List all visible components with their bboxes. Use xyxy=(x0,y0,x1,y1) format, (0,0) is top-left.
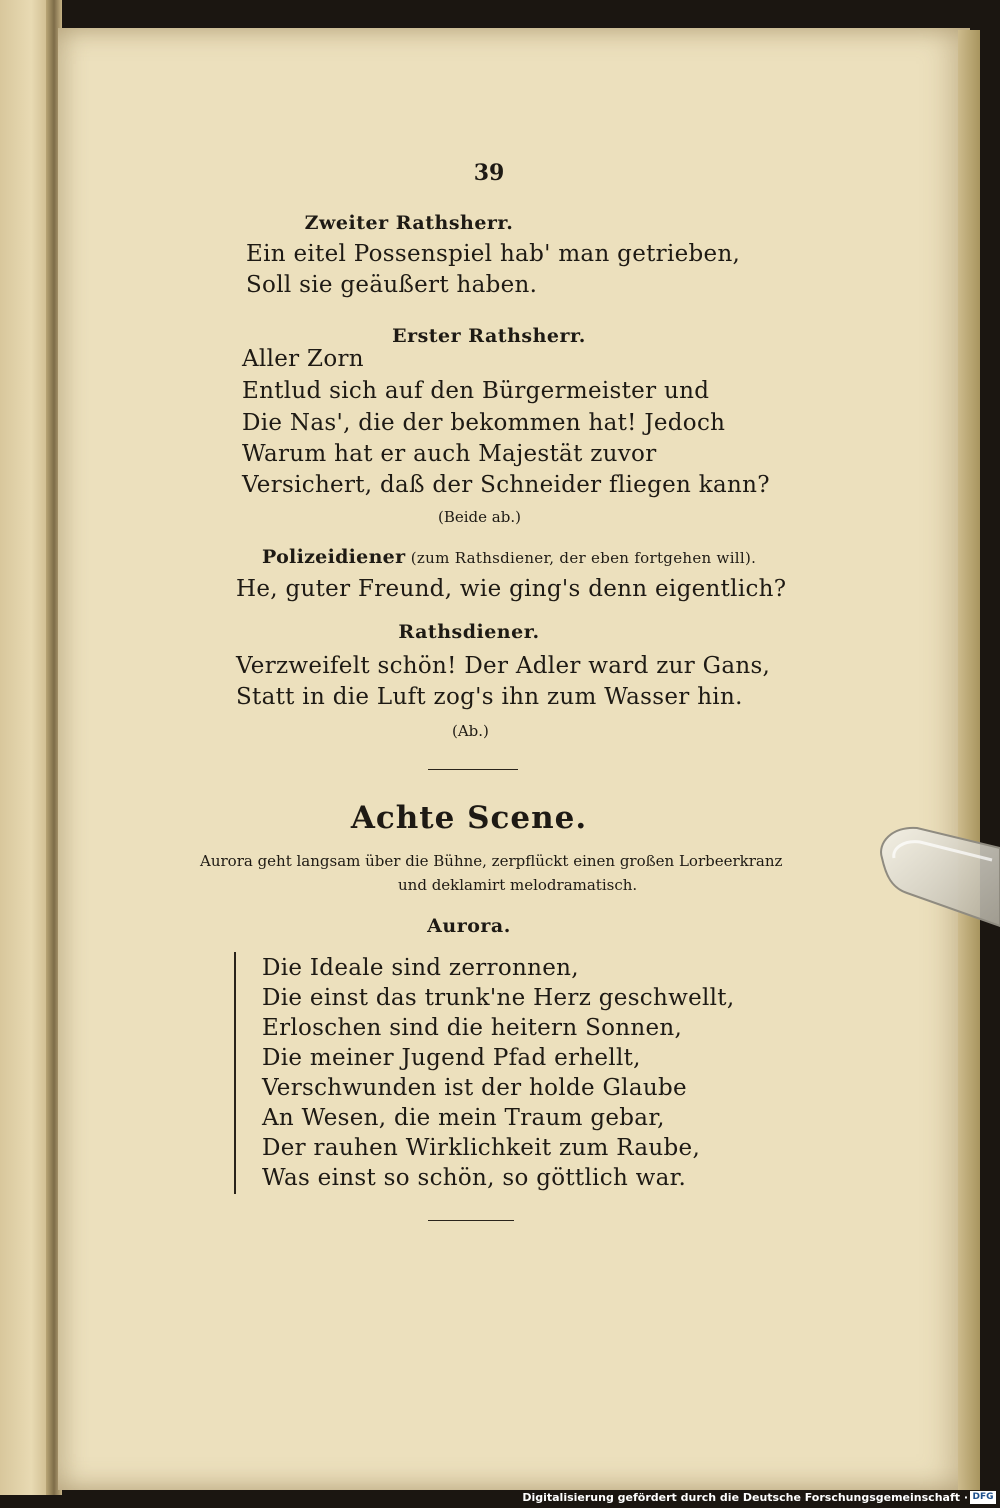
verse-line: Verzweifelt schön! Der Adler ward zur Gans, xyxy=(236,653,771,679)
speaker-rathsdiener: Rathsdiener. xyxy=(398,621,540,643)
speaker-polizeidiener: Polizeidiener xyxy=(262,546,406,568)
verse-line: Der rauhen Wirklichkeit zum Raube, xyxy=(262,1135,701,1161)
page-number: 39 xyxy=(473,160,505,186)
verse-line: Warum hat er auch Majestät zuvor xyxy=(242,441,657,467)
verse-line: Verschwunden ist der holde Glaube xyxy=(262,1075,687,1101)
page-holder-clip xyxy=(872,818,1000,938)
speaker-erster-rathsherr: Erster Rathsherr. xyxy=(392,325,586,347)
divider xyxy=(428,769,518,770)
page-edge xyxy=(958,30,980,1490)
stage-direction: (Beide ab.) xyxy=(438,508,521,526)
footer-credit: Digitalisierung gefördert durch die Deutsche Forschungsgemeinschaft · xyxy=(522,1491,968,1504)
dfg-logo: DFG xyxy=(970,1491,996,1504)
scene-direction: und deklamirt melodramatisch. xyxy=(398,876,638,894)
verse-line: An Wesen, die mein Traum gebar, xyxy=(262,1105,665,1131)
stage-direction: (zum Rathsdiener, der eben fortgehen will). xyxy=(410,549,757,567)
verse-margin-rule xyxy=(234,952,236,1194)
verse-line: Die einst das trunk'ne Herz geschwellt, xyxy=(262,985,735,1011)
verse-line: Die Nas', die der bekommen hat! Jedoch xyxy=(242,410,726,436)
stage-direction: (Ab.) xyxy=(452,722,489,740)
verse-line: Versichert, daß der Schneider fliegen kann? xyxy=(242,472,770,498)
verse-line: Die Ideale sind zerronnen, xyxy=(262,955,579,981)
speaker-aurora: Aurora. xyxy=(427,915,511,937)
verse-line: Entlud sich auf den Bürgermeister und xyxy=(242,378,710,404)
scene-title: Achte Scene. xyxy=(350,800,588,836)
divider xyxy=(428,1220,514,1221)
speaker-polizeidiener-line xyxy=(262,546,756,568)
verse-line: Erloschen sind die heitern Sonnen, xyxy=(262,1015,683,1041)
verse-line: Die meiner Jugend Pfad erhellt, xyxy=(262,1045,641,1071)
verse-line: Aller Zorn xyxy=(242,346,364,372)
verse-line: Statt in die Luft zog's ihn zum Wasser hin. xyxy=(236,684,743,710)
verse-line: Soll sie geäußert haben. xyxy=(246,272,538,298)
verse-line: Ein eitel Possenspiel hab' man getrieben, xyxy=(246,241,741,267)
verse-line: He, guter Freund, wie ging's denn eigentlich? xyxy=(236,576,787,602)
speaker-zweiter-rathsherr: Zweiter Rathsherr. xyxy=(304,212,514,234)
verse-line: Was einst so schön, so göttlich war. xyxy=(262,1165,687,1191)
scene-direction: Aurora geht langsam über die Bühne, zerpflückt einen großen Lorbeerkranz xyxy=(200,852,783,870)
